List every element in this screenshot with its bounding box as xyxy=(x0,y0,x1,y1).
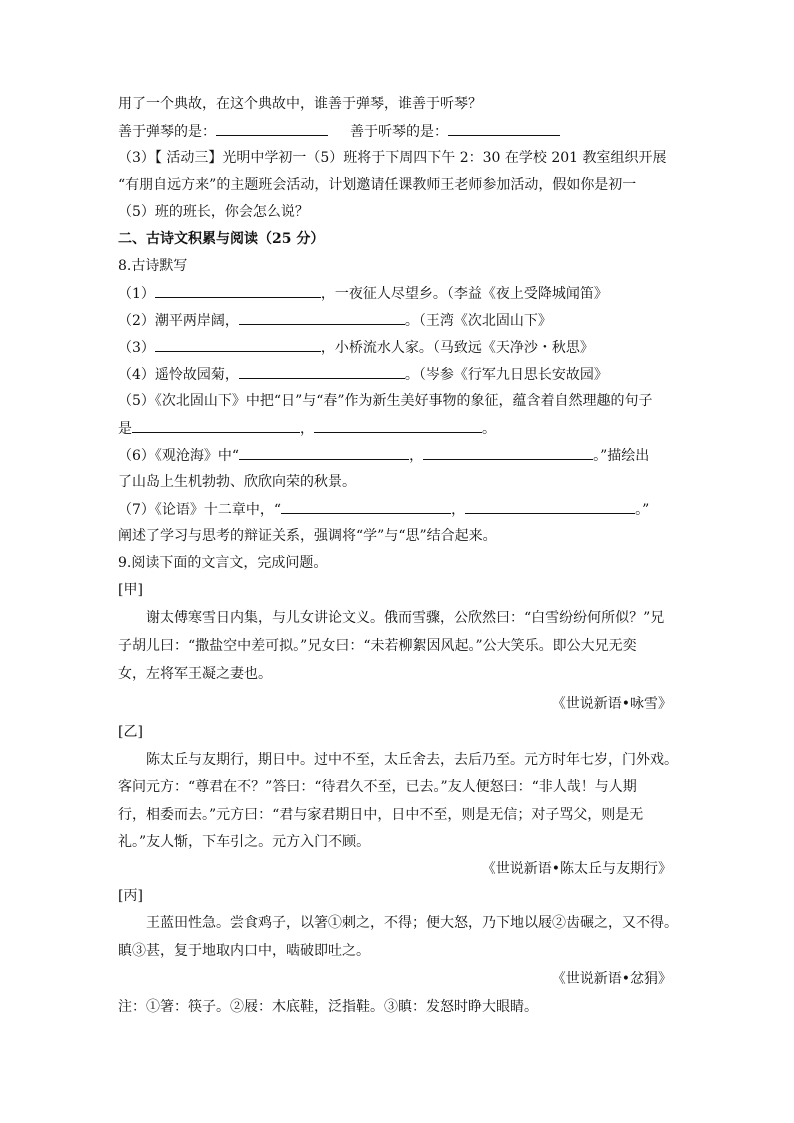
poem-item-6 xyxy=(118,445,678,466)
answer-blank[interactable] xyxy=(239,310,405,325)
passage-bing-line: 王蓝田性急。尝食鸡子，以箸①刺之，不得；便大怒，乃下地以屐②齿碾之，又不得。 xyxy=(146,915,678,931)
guqin-listener-label: 善于听琴的是： xyxy=(350,124,448,140)
answer-blank[interactable] xyxy=(314,418,482,433)
answer-blank[interactable] xyxy=(281,499,451,514)
answer-blank[interactable] xyxy=(423,445,593,460)
item-text: （2）潮平两岸阔， xyxy=(118,313,239,329)
intro-line-1: 用了一个典故，在这个典故中，谁善于弹琴，谁善于听琴？ xyxy=(118,96,482,112)
poem-item-5: （5）《次北固山下》中把“日”与“春”作为新生美好事物的象征，蕴含着自然理趣的句子 xyxy=(118,393,653,409)
item-text: （4）遥怜故园菊， xyxy=(118,367,239,383)
answer-blank[interactable] xyxy=(448,121,560,136)
item-number: （3） xyxy=(118,340,155,356)
item-text: ， xyxy=(300,421,314,437)
passage-jia-line: 女，左将军王凝之妻也。 xyxy=(118,666,272,682)
item-text: 。”描绘出 xyxy=(593,448,650,464)
poem-item-4 xyxy=(118,364,678,385)
poem-item-5-answer xyxy=(118,418,678,439)
passage-yi-label: [乙] xyxy=(118,724,143,740)
intro-line-5: （5）班的班长，你会怎么说？ xyxy=(118,204,309,220)
answer-blank[interactable] xyxy=(216,121,328,136)
passage-jia-source: 《世说新语•咏雪》 xyxy=(551,696,672,712)
item-text: ，一夜征人尽望乡。（李益《夜上受降城闻笛》 xyxy=(320,286,608,302)
answer-blank[interactable] xyxy=(155,283,321,298)
item-text: 。（王湾《次北固山下》 xyxy=(404,313,552,329)
poem-item-7-cont: 阐述了学习与思考的辩证关系，强调将“学”与“思”结合起来。 xyxy=(118,528,497,544)
question-8-title: 8.古诗默写 xyxy=(118,258,188,274)
answer-blank[interactable] xyxy=(155,337,321,352)
passage-yi-line: 礼。”友人惭，下车引之。元方入门不顾。 xyxy=(118,834,371,850)
poem-item-2 xyxy=(118,310,678,331)
poem-item-7 xyxy=(118,499,678,520)
answer-blank[interactable] xyxy=(465,499,635,514)
item-number: （1） xyxy=(118,286,155,302)
question-9-title: 9.阅读下面的文言文，完成问题。 xyxy=(118,555,328,571)
answer-blank[interactable] xyxy=(132,418,300,433)
intro-line-3: （3）【 活动三】光明中学初一（5）班将于下周四下午 2：30 在学校 201 教室组织开展 xyxy=(118,150,667,166)
item-text: 是 xyxy=(118,421,132,437)
item-text: （7）《论语》十二章中，“ xyxy=(118,502,282,518)
item-text: ， xyxy=(451,502,466,518)
poem-item-3 xyxy=(118,337,678,358)
passage-jia-line: 子胡儿曰：“撒盐空中差可拟。”兄女曰：“未若柳絮因风起。”公大笑乐。即公大兄无奕 xyxy=(118,638,637,654)
item-text: 。（岑参《行军九日思长安故园》 xyxy=(404,367,608,383)
item-text: 。 xyxy=(482,421,496,437)
intro-line-4: “有朋自远方来”的主题班会活动，计划邀请任课教师王老师参加活动，假如你是初一 xyxy=(118,177,637,193)
passage-bing-source: 《世说新语•忿狷》 xyxy=(551,971,672,987)
answer-blank[interactable] xyxy=(239,445,409,460)
passage-bing-line: 瞋③甚，复于地取内口中，啮破即吐之。 xyxy=(118,943,370,959)
item-text: （6）《观沧海》中“ xyxy=(118,448,240,464)
passage-yi-source: 《世说新语•陈太丘与友期行》 xyxy=(481,861,672,877)
item-text: ，小桥流水人家。（马致远《天净沙・秋思》 xyxy=(320,340,594,356)
answer-blank[interactable] xyxy=(239,364,405,379)
annotation-note: 注：①箸：筷子。②屐：木底鞋，泛指鞋。③瞋：发怒时睁大眼睛。 xyxy=(118,999,538,1015)
passage-jia-label: [甲] xyxy=(118,582,143,598)
section-heading: 二、古诗文积累与阅读（25 分） xyxy=(118,231,325,247)
poem-item-6-cont: 了山岛上生机勃勃、欣欣向荣的秋景。 xyxy=(118,474,356,490)
passage-yi-line: 陈太丘与友期行，期日中。过中不至，太丘舍去，去后乃至。元方时年七岁，门外戏。 xyxy=(146,752,678,768)
poem-item-1 xyxy=(118,283,678,304)
passage-bing-label: [丙] xyxy=(118,888,143,904)
passage-jia-line: 谢太傅寒雪日内集，与儿女讲论文义。俄而雪骤，公欣然曰：“白雪纷纷何所似？”兄 xyxy=(146,610,665,626)
item-text: 。” xyxy=(635,502,650,518)
item-text: ， xyxy=(409,448,424,464)
passage-yi-line: 行，相委而去。”元方曰：“君与家君期日中，日中不至，则是无信；对子骂父，则是无 xyxy=(118,807,644,823)
intro-answer-line xyxy=(118,121,678,142)
passage-yi-line: 客问元方：“尊君在不？”答曰：“待君久不至，已去。”友人便怒曰：“非人哉！与人期 xyxy=(118,779,637,795)
guqin-player-label: 善于弹琴的是： xyxy=(118,124,216,140)
